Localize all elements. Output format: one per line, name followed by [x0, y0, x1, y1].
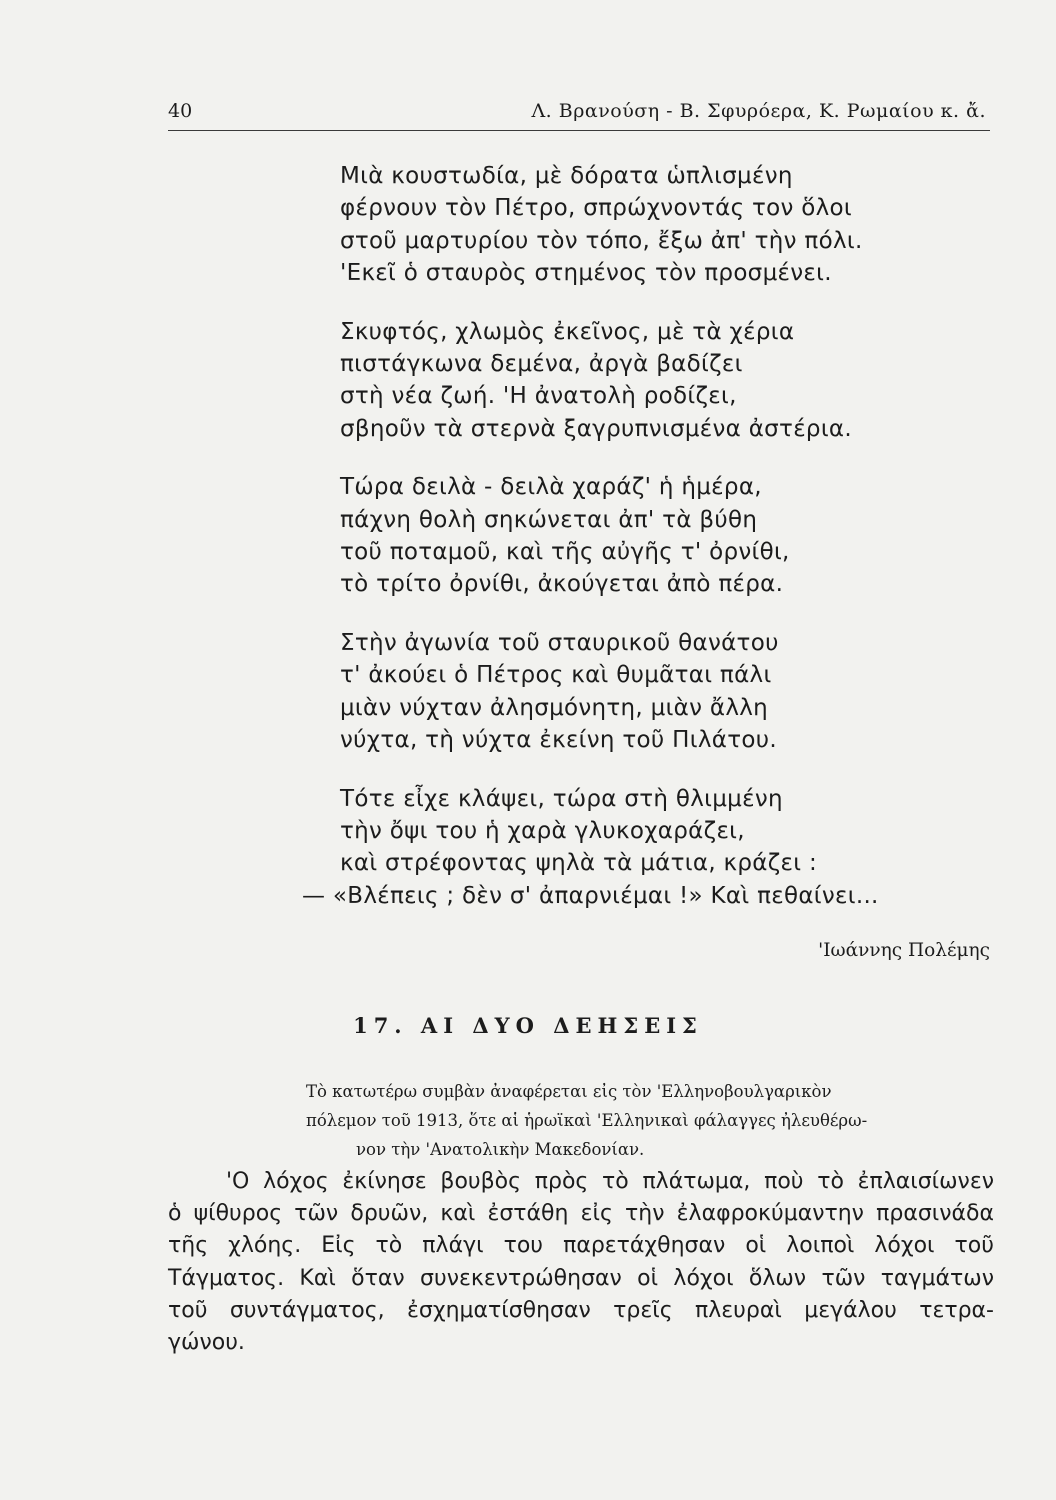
poem-line: Σκυφτός, χλωμὸς ἐκεῖνος, μὲ τὰ χέρια: [340, 318, 795, 345]
poem-stanza: [340, 471, 980, 601]
body-line: γώνου.: [168, 1330, 245, 1356]
intro-line: νον τὴν 'Ανατολικὴν Μακεδονίαν.: [356, 1140, 645, 1159]
poem-line: Στὴν ἀγωνία τοῦ σταυρικοῦ θανάτου: [340, 629, 779, 656]
poem-author: 'Ιωάννης Πολέμης: [818, 940, 990, 961]
poem-line: 'Εκεῖ ὁ σταυρὸς στημένος τὸν προσμένει.: [340, 260, 832, 287]
poem-line: Τώρα δειλὰ - δειλὰ χαράζ' ἡ ἡμέρα,: [340, 474, 762, 501]
body-line: ὁ ψίθυρος τῶν δρυῶν, καὶ ἐστάθη εἰς τὴν ἐλαφροκύμαντην πρασινάδα: [168, 1201, 994, 1227]
poem-line: — «Βλέπεις ; δὲν σ' ἀπαρνιέμαι !» Καὶ πεθαίνει...: [302, 882, 879, 909]
poem-line: τὴν ὄψι του ἡ χαρὰ γλυκοχαράζει,: [340, 817, 745, 844]
poem-stanza: [340, 316, 980, 446]
poem: [302, 160, 980, 938]
body-line: 'Ο λόχος ἐκίνησε βουβὸς πρὸς τὸ πλάτωμα, ποὺ τὸ ἐπλαισίωνεν: [226, 1169, 994, 1194]
poem-line: πάχνη θολὴ σηκώνεται ἀπ' τὰ βύθη: [340, 506, 758, 533]
running-head: Λ. Βρανούση - Β. Σφυρόερα, Κ. Ρωμαίου κ. ἄ.: [531, 100, 986, 122]
poem-line: μιὰν νύχταν ἀλησμόνητη, μιὰν ἄλλη: [340, 694, 769, 721]
section-intro: [306, 1077, 990, 1164]
page-header: [168, 96, 990, 131]
poem-stanza: [340, 627, 980, 757]
body-line: τοῦ συντάγματος, ἐσχηματίσθησαν τρεῖς πλευραὶ μεγάλου τετρα-: [168, 1297, 994, 1323]
poem-line: στοῦ μαρτυρίου τὸν τόπο, ἔξω ἀπ' τὴν πόλι.: [340, 227, 863, 254]
page-number: 40: [168, 100, 193, 122]
poem-line: Τότε εἶχε κλάψει, τώρα στὴ θλιμμένη: [340, 785, 783, 812]
section-title: 17. ΑΙ ΔΥΟ ΔΕΗΣΕΙΣ: [353, 1013, 703, 1038]
poem-line: τοῦ ποταμοῦ, καὶ τῆς αὐγῆς τ' ὀρνίθι,: [340, 539, 790, 566]
poem-line: τ' ἀκούει ὁ Πέτρος καὶ θυμᾶται πάλι: [340, 662, 772, 689]
intro-line: Τὸ κατωτέρω συμβὰν ἀναφέρεται εἰς τὸν 'Ελληνοβουλγαρικὸν: [306, 1082, 832, 1101]
body-line: τῆς χλόης. Εἰς τὸ πλάγι του παρετάχθησαν οἱ λοιποὶ λόχοι τοῦ: [168, 1233, 994, 1259]
poem-line: φέρνουν τὸν Πέτρο, σπρώχνοντάς τον ὅλοι: [340, 195, 853, 222]
poem-line: νύχτα, τὴ νύχτα ἐκείνη τοῦ Πιλάτου.: [340, 727, 777, 754]
body-line: Τάγματος. Καὶ ὅταν συνεκεντρώθησαν οἱ λόχοι ὅλων τῶν ταγμάτων: [168, 1265, 994, 1291]
poem-line: τὸ τρίτο ὀρνίθι, ἀκούγεται ἀπὸ πέρα.: [340, 571, 784, 598]
poem-stanza: [302, 783, 980, 913]
poem-line: πιστάγκωνα δεμένα, ἀργὰ βαδίζει: [340, 351, 743, 378]
poem-stanza: [340, 160, 980, 290]
section-body: [168, 1166, 994, 1359]
intro-line: πόλεμον τοῦ 1913, ὅτε αἱ ἡρωϊκαὶ 'Ελληνικαὶ φάλαγγες ἠλευθέρω-: [306, 1111, 868, 1130]
poem-line: Μιὰ κουστωδία, μὲ δόρατα ὡπλισμένη: [340, 163, 793, 189]
poem-line: στὴ νέα ζωή. 'Η ἀνατολὴ ροδίζει,: [340, 383, 737, 410]
poem-line: καὶ στρέφοντας ψηλὰ τὰ μάτια, κράζει :: [340, 850, 818, 877]
poem-line: σβηοῦν τὰ στερνὰ ξαγρυπνισμένα ἀστέρια.: [340, 415, 852, 442]
